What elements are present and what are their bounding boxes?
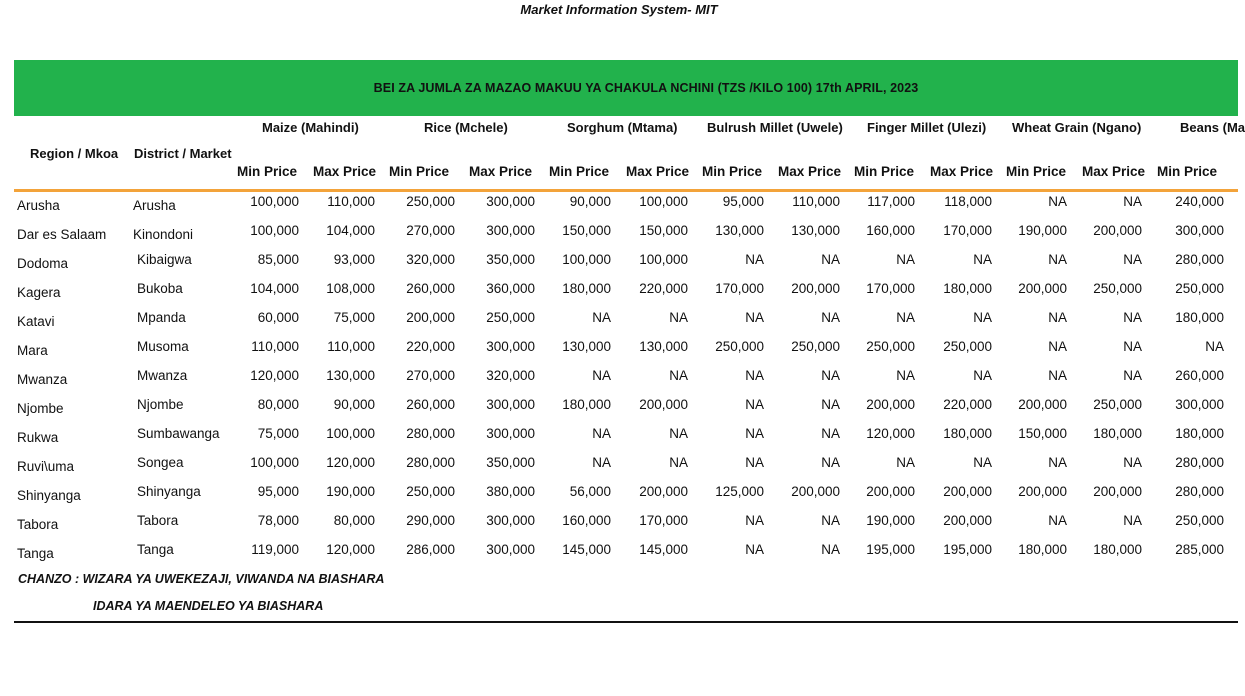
- price-cell: 195,000: [943, 542, 992, 557]
- district-cell: Mpanda: [137, 310, 186, 325]
- price-cell: 80,000: [257, 397, 299, 412]
- price-cell: 270,000: [406, 223, 455, 238]
- price-cell: NA: [745, 368, 764, 383]
- price-cell: 300,000: [1175, 397, 1224, 412]
- price-cell: 110,000: [327, 339, 375, 354]
- price-cell: NA: [669, 455, 688, 470]
- price-cell: 120,000: [866, 426, 915, 441]
- price-cell: 150,000: [562, 223, 611, 238]
- price-cell: 260,000: [406, 397, 455, 412]
- price-cell: NA: [821, 397, 840, 412]
- crop-header: Maize (Mahindi): [262, 120, 359, 135]
- price-cell: NA: [821, 368, 840, 383]
- price-cell: NA: [1123, 339, 1142, 354]
- price-cell: 200,000: [943, 484, 992, 499]
- price-cell: 200,000: [866, 397, 915, 412]
- price-cell: NA: [973, 252, 992, 267]
- table-row: [0, 339, 1238, 368]
- price-cell: 220,000: [943, 397, 992, 412]
- price-cell: NA: [745, 426, 764, 441]
- price-cell: 220,000: [639, 281, 688, 296]
- min-price-header: Min Price: [1006, 164, 1067, 179]
- price-cell: 160,000: [562, 513, 611, 528]
- price-cell: NA: [1048, 339, 1067, 354]
- crop-header: Bulrush Millet (Uwele): [707, 120, 843, 135]
- min-price-header: Min Price: [854, 164, 915, 179]
- price-cell: 170,000: [715, 281, 764, 296]
- price-cell: 95,000: [257, 484, 299, 499]
- table-row: [0, 484, 1238, 513]
- price-cell: NA: [821, 426, 840, 441]
- price-cell: NA: [592, 455, 611, 470]
- price-cell: 125,000: [715, 484, 764, 499]
- price-cell: NA: [1205, 339, 1224, 354]
- price-cell: 250,000: [1093, 281, 1142, 296]
- price-cell: 195,000: [866, 542, 915, 557]
- price-cell: NA: [896, 368, 915, 383]
- min-price-header: Min Price: [702, 164, 763, 179]
- price-cell: NA: [896, 455, 915, 470]
- price-cell: 119,000: [251, 542, 299, 557]
- price-cell: 80,000: [333, 513, 375, 528]
- price-cell: 104,000: [250, 281, 299, 296]
- price-cell: NA: [1048, 368, 1067, 383]
- price-cell: NA: [1123, 194, 1142, 209]
- price-cell: NA: [1123, 252, 1142, 267]
- price-cell: 280,000: [1175, 484, 1224, 499]
- price-cell: 180,000: [943, 426, 992, 441]
- price-cell: 93,000: [333, 252, 375, 267]
- price-cell: 118,000: [944, 194, 992, 209]
- price-cell: 285,000: [1175, 542, 1224, 557]
- price-cell: 170,000: [866, 281, 915, 296]
- region-cell: Rukwa: [17, 430, 59, 445]
- district-cell: Mwanza: [137, 368, 188, 383]
- price-cell: 100,000: [639, 252, 688, 267]
- max-price-header: Max Price: [469, 164, 533, 179]
- price-cell: 150,000: [1018, 426, 1067, 441]
- max-price-header: Max Price: [626, 164, 690, 179]
- region-cell: Njombe: [17, 401, 64, 416]
- max-price-header: Max Price: [313, 164, 377, 179]
- price-cell: 300,000: [486, 194, 535, 209]
- price-cell: NA: [821, 513, 840, 528]
- price-cell: 100,000: [250, 223, 299, 238]
- price-cell: 75,000: [333, 310, 375, 325]
- price-cell: 250,000: [406, 194, 455, 209]
- price-cell: NA: [821, 455, 840, 470]
- source-line-1: CHANZO : WIZARA YA UWEKEZAJI, VIWANDA NA BIASHARA: [18, 572, 385, 586]
- district-cell: Tabora: [137, 513, 179, 528]
- min-price-header: Min Price: [1157, 164, 1218, 179]
- price-cell: NA: [973, 310, 992, 325]
- price-cell: NA: [1048, 455, 1067, 470]
- price-cell: 170,000: [639, 513, 688, 528]
- price-cell: 75,000: [257, 426, 299, 441]
- price-cell: 250,000: [866, 339, 915, 354]
- banner-title: BEI ZA JUMLA ZA MAZAO MAKUU YA CHAKULA NCHINI (TZS /KILO 100) 17th APRIL, 2023: [373, 81, 919, 95]
- price-cell: NA: [669, 310, 688, 325]
- price-cell: NA: [973, 368, 992, 383]
- price-cell: 250,000: [791, 339, 840, 354]
- price-cell: 90,000: [569, 194, 611, 209]
- price-cell: 300,000: [1175, 223, 1224, 238]
- price-cell: NA: [745, 455, 764, 470]
- price-cell: 270,000: [406, 368, 455, 383]
- price-cell: 320,000: [406, 252, 455, 267]
- price-cell: 170,000: [943, 223, 992, 238]
- price-cell: NA: [821, 252, 840, 267]
- region-cell: Dar es Salaam: [17, 227, 107, 242]
- price-cell: 260,000: [1175, 368, 1224, 383]
- crop-header: Finger Millet (Ulezi): [867, 120, 987, 135]
- district-cell: Njombe: [137, 397, 184, 412]
- price-cell: 180,000: [562, 281, 611, 296]
- price-cell: 110,000: [327, 194, 375, 209]
- table-row: [0, 455, 1238, 484]
- price-cell: 290,000: [406, 513, 455, 528]
- district-cell: Sumbawanga: [137, 426, 220, 441]
- price-cell: 300,000: [486, 542, 535, 557]
- price-cell: 130,000: [715, 223, 764, 238]
- header-divider: [14, 189, 1238, 192]
- district-cell: Arusha: [133, 198, 176, 213]
- price-cell: 130,000: [791, 223, 840, 238]
- price-cell: 85,000: [257, 252, 299, 267]
- price-cell: 250,000: [1175, 513, 1224, 528]
- price-cell: 200,000: [1018, 281, 1067, 296]
- price-cell: 300,000: [486, 397, 535, 412]
- table-row: [0, 426, 1238, 455]
- price-cell: 60,000: [257, 310, 299, 325]
- price-cell: NA: [1123, 310, 1142, 325]
- district-cell: Songea: [137, 455, 184, 470]
- price-cell: 180,000: [562, 397, 611, 412]
- district-cell: Shinyanga: [137, 484, 201, 499]
- price-cell: NA: [745, 513, 764, 528]
- price-cell: 250,000: [1093, 397, 1142, 412]
- price-cell: 190,000: [326, 484, 375, 499]
- region-cell: Arusha: [17, 198, 60, 213]
- price-cell: 300,000: [486, 426, 535, 441]
- price-cell: 240,000: [1175, 194, 1224, 209]
- price-cell: NA: [745, 310, 764, 325]
- price-cell: 280,000: [1175, 455, 1224, 470]
- crop-header: Beans (Ma: [1180, 120, 1245, 135]
- price-cell: 280,000: [406, 426, 455, 441]
- price-cell: 350,000: [486, 455, 535, 470]
- table-row: [0, 397, 1238, 426]
- min-price-header: Min Price: [549, 164, 610, 179]
- price-cell: 200,000: [406, 310, 455, 325]
- price-cell: NA: [592, 310, 611, 325]
- price-cell: NA: [1123, 455, 1142, 470]
- region-cell: Mara: [17, 343, 48, 358]
- price-cell: 180,000: [1175, 310, 1224, 325]
- price-cell: 250,000: [943, 339, 992, 354]
- price-cell: NA: [896, 252, 915, 267]
- table-row: [0, 310, 1238, 339]
- max-price-header: Max Price: [778, 164, 842, 179]
- price-cell: 180,000: [1175, 426, 1224, 441]
- price-cell: 117,000: [867, 194, 915, 209]
- district-cell: Kibaigwa: [137, 252, 192, 267]
- price-cell: NA: [896, 310, 915, 325]
- district-cell: Tanga: [137, 542, 174, 557]
- price-cell: 100,000: [326, 426, 375, 441]
- price-cell: 200,000: [1018, 484, 1067, 499]
- price-cell: 286,000: [406, 542, 455, 557]
- max-price-header: Max Price: [1082, 164, 1146, 179]
- max-price-header: Max Price: [930, 164, 994, 179]
- price-cell: 190,000: [866, 513, 915, 528]
- price-cell: NA: [669, 368, 688, 383]
- price-cell: NA: [1123, 513, 1142, 528]
- price-cell: 250,000: [1175, 281, 1224, 296]
- price-cell: NA: [973, 455, 992, 470]
- price-cell: 360,000: [486, 281, 535, 296]
- district-cell: Kinondoni: [133, 227, 194, 242]
- price-cell: 280,000: [406, 455, 455, 470]
- price-cell: 180,000: [1093, 542, 1142, 557]
- price-cell: 180,000: [1093, 426, 1142, 441]
- price-cell: NA: [1048, 513, 1067, 528]
- price-cell: 120,000: [326, 542, 375, 557]
- price-cell: NA: [745, 542, 764, 557]
- region-cell: Shinyanga: [17, 488, 81, 503]
- price-cell: NA: [592, 368, 611, 383]
- price-cell: 95,000: [722, 194, 764, 209]
- price-cell: NA: [1048, 194, 1067, 209]
- price-cell: 300,000: [486, 223, 535, 238]
- price-cell: NA: [1123, 368, 1142, 383]
- region-cell: Tanga: [17, 546, 54, 561]
- price-cell: 200,000: [791, 484, 840, 499]
- price-cell: NA: [669, 426, 688, 441]
- price-cell: 300,000: [486, 339, 535, 354]
- price-cell: 200,000: [866, 484, 915, 499]
- price-cell: 260,000: [406, 281, 455, 296]
- crop-header: Sorghum (Mtama): [567, 120, 678, 135]
- region-cell: Katavi: [17, 314, 55, 329]
- source-line-2: IDARA YA MAENDELEO YA BIASHARA: [93, 599, 324, 613]
- price-cell: 130,000: [639, 339, 688, 354]
- price-cell: 250,000: [486, 310, 535, 325]
- price-cell: 380,000: [486, 484, 535, 499]
- price-cell: 180,000: [1018, 542, 1067, 557]
- region-column-header: Region / Mkoa: [30, 146, 119, 161]
- price-cell: 120,000: [250, 368, 299, 383]
- price-cell: 180,000: [943, 281, 992, 296]
- region-cell: Tabora: [17, 517, 59, 532]
- region-cell: Dodoma: [17, 256, 69, 271]
- system-title: Market Information System- MIT: [520, 2, 718, 17]
- price-cell: 150,000: [639, 223, 688, 238]
- min-price-header: Min Price: [237, 164, 298, 179]
- table-row: [0, 368, 1238, 397]
- table-row: [0, 252, 1238, 281]
- price-cell: 190,000: [1018, 223, 1067, 238]
- price-cell: NA: [592, 426, 611, 441]
- district-cell: Musoma: [137, 339, 189, 354]
- price-cell: 200,000: [1093, 484, 1142, 499]
- price-cell: 56,000: [569, 484, 611, 499]
- price-cell: NA: [1048, 252, 1067, 267]
- price-cell: NA: [745, 397, 764, 412]
- price-cell: NA: [821, 542, 840, 557]
- price-cell: 300,000: [486, 513, 535, 528]
- table-row: [0, 542, 1238, 571]
- crop-header: Rice (Mchele): [424, 120, 508, 135]
- region-cell: Kagera: [17, 285, 61, 300]
- price-cell: 280,000: [1175, 252, 1224, 267]
- price-cell: NA: [1048, 310, 1067, 325]
- price-cell: 110,000: [792, 194, 840, 209]
- price-cell: 160,000: [866, 223, 915, 238]
- price-cell: 104,000: [326, 223, 375, 238]
- bottom-divider: [14, 621, 1238, 623]
- price-cell: 350,000: [486, 252, 535, 267]
- crop-header: Wheat Grain (Ngano): [1012, 120, 1142, 135]
- price-cell: 200,000: [1093, 223, 1142, 238]
- price-cell: 200,000: [639, 397, 688, 412]
- price-cell: 108,000: [326, 281, 375, 296]
- price-cell: 100,000: [250, 194, 299, 209]
- price-cell: 78,000: [257, 513, 299, 528]
- price-cell: 200,000: [943, 513, 992, 528]
- price-cell: 120,000: [326, 455, 375, 470]
- price-cell: 200,000: [639, 484, 688, 499]
- district-column-header: District / Market: [134, 146, 232, 161]
- table-banner: [14, 60, 1238, 116]
- price-cell: 90,000: [333, 397, 375, 412]
- price-cell: 110,000: [251, 339, 299, 354]
- price-cell: 200,000: [791, 281, 840, 296]
- table-row: [0, 281, 1238, 310]
- price-cell: 145,000: [562, 542, 611, 557]
- price-cell: NA: [821, 310, 840, 325]
- min-price-header: Min Price: [389, 164, 450, 179]
- price-cell: 145,000: [639, 542, 688, 557]
- district-cell: Bukoba: [137, 281, 183, 296]
- table-row: [0, 513, 1238, 542]
- price-cell: 250,000: [406, 484, 455, 499]
- region-cell: Ruvi\uma: [17, 459, 75, 474]
- price-cell: 130,000: [326, 368, 375, 383]
- price-cell: 130,000: [562, 339, 611, 354]
- table-row: [0, 223, 1238, 252]
- price-cell: 100,000: [250, 455, 299, 470]
- price-cell: NA: [745, 252, 764, 267]
- price-cell: 220,000: [406, 339, 455, 354]
- price-cell: 200,000: [1018, 397, 1067, 412]
- price-cell: 320,000: [486, 368, 535, 383]
- price-cell: 100,000: [639, 194, 688, 209]
- table-row: [0, 194, 1238, 223]
- price-cell: 100,000: [562, 252, 611, 267]
- price-cell: 250,000: [715, 339, 764, 354]
- region-cell: Mwanza: [17, 372, 68, 387]
